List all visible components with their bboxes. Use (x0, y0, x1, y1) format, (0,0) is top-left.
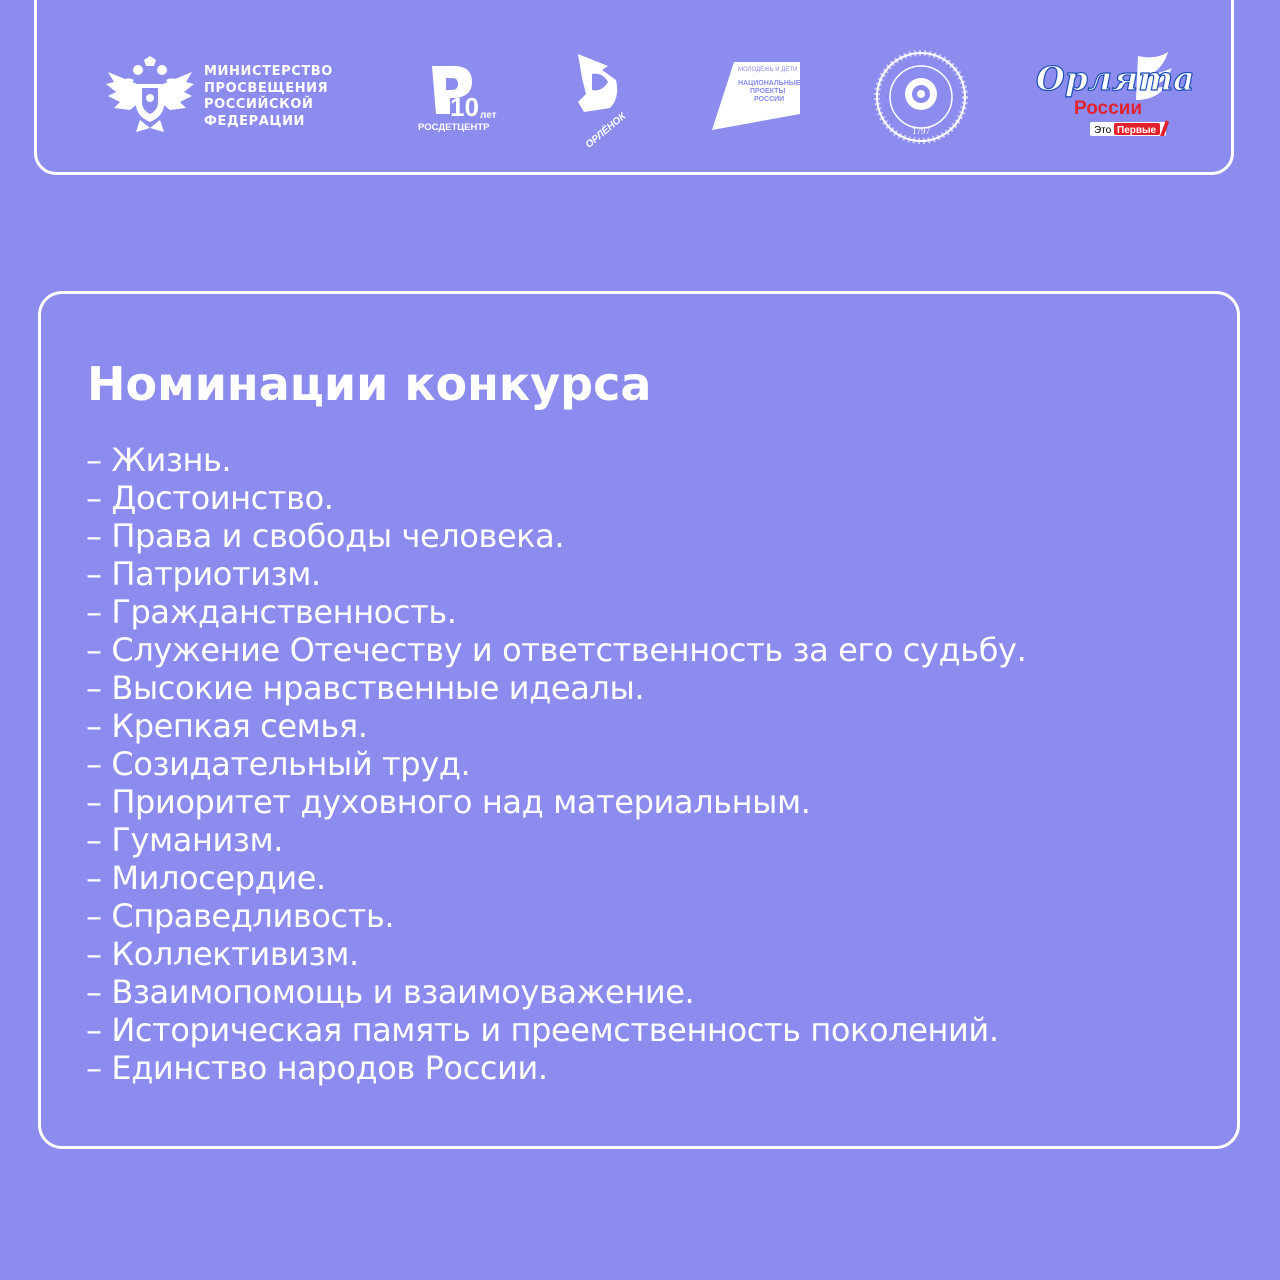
university-year: 1797 (912, 126, 930, 136)
orlyata-rossii-logo (1032, 50, 1195, 142)
list-item: – Милосердие. (86, 859, 326, 897)
rosdetcenter-number: 10 (450, 92, 479, 122)
list-item: – Взаимопомощь и взаимоуважение. (86, 973, 695, 1011)
list-item: – Жизнь. (86, 441, 232, 479)
university-seal-logo (874, 50, 968, 144)
nominations-list (86, 441, 1026, 1087)
list-item: – Патриотизм. (86, 555, 321, 593)
national-projects-line2: ПРОЕКТЫ (750, 88, 786, 95)
national-projects-line1: НАЦИОНАЛЬНЫЕ (738, 80, 801, 87)
orlyonok-logo (566, 50, 642, 151)
list-item: – Приоритет духовного над материальным. (86, 783, 811, 821)
list-item: – Служение Отечеству и ответственность за его судьбу. (86, 631, 1027, 669)
list-item: – Права и свободы человека. (86, 517, 565, 555)
list-item: – Высокие нравственные идеалы. (86, 669, 645, 707)
list-item: – Созидательный труд. (86, 745, 471, 783)
orlyata-pervye: Первые (1117, 125, 1157, 136)
rosdetcenter-10-years-logo (414, 60, 510, 134)
ministry-eagle-emblem-logo (104, 56, 196, 140)
list-item: – Гуманизм. (86, 821, 284, 859)
rosdetcenter-years: лет (480, 110, 497, 121)
national-projects-line3: РОССИИ (754, 96, 785, 103)
section-title: Номинации конкурса (87, 357, 652, 411)
orlyata-word1: Орлята (1036, 59, 1195, 98)
orlyata-word2: России (1074, 98, 1143, 119)
list-item: – Гражданственность. (86, 593, 457, 631)
orlyonok-label: ОРЛЁНОК (583, 110, 629, 151)
list-item: – Справедливость. (86, 897, 395, 935)
list-item: – Крепкая семья. (86, 707, 368, 745)
orlyata-eto: Это (1094, 125, 1112, 136)
national-projects-logo (708, 60, 804, 134)
list-item: – Коллективизм. (86, 935, 359, 973)
list-item: – Единство народов России. (86, 1049, 548, 1087)
list-item: – Достоинство. (86, 479, 334, 517)
national-projects-top: МОЛОДЁЖЬ И ДЕТИ (738, 67, 798, 73)
rosdetcenter-name: РОСДЕТЦЕНТР (418, 122, 490, 133)
ministry-name-label: МИНИСТЕРСТВО ПРОСВЕЩЕНИЯ РОССИЙСКОЙ ФЕДЕРАЦИИ (204, 64, 333, 129)
list-item: – Историческая память и преемственность поколений. (86, 1011, 999, 1049)
